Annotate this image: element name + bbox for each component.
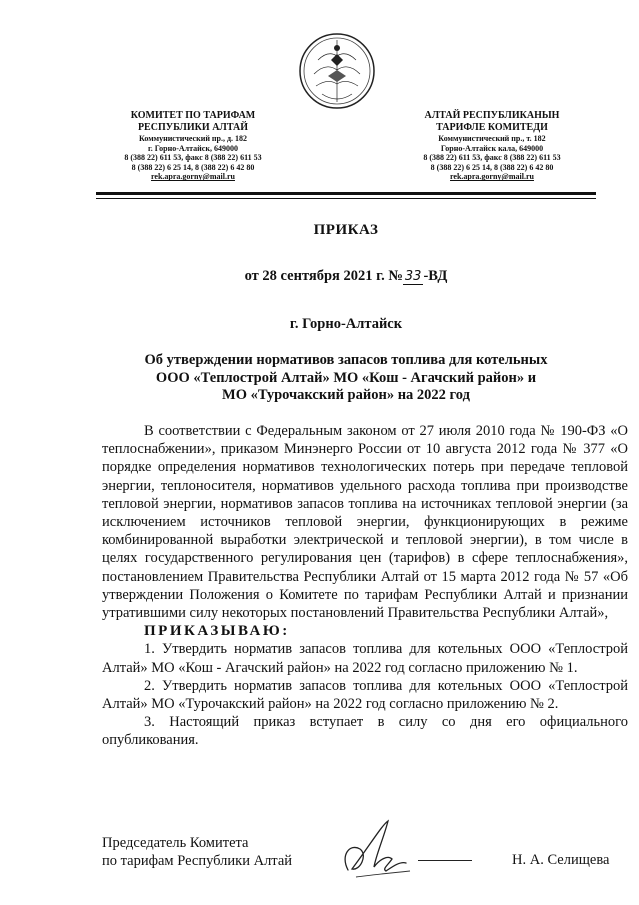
order-heading: ПРИКАЗЫВАЮ: bbox=[144, 623, 290, 640]
signatory-name: Н. А. Селищева bbox=[512, 852, 610, 868]
phone-line1: 8 (388 22) 611 53, факс 8 (388 22) 611 53 bbox=[423, 153, 561, 163]
address-line2: г. Горно-Алтайск, 649000 bbox=[148, 143, 238, 153]
org-name-line1: АЛТАЙ РЕСПУБЛИКАНЫН bbox=[424, 110, 560, 121]
preamble-paragraph: В соответствии с Федеральным законом от 27 июля 2010 года № 190-ФЗ «О теплоснабжении», приказом Минэнерго России от 10 августа 2012 года № 377 «О порядке определения нормативов технологических потерь при передаче тепловой энергии, теплоносителя, нормативов удельного расхода топлива при производстве тепловой энергии, нормативов запасов топлива на источниках тепловой энергии (за исключением источников тепловой энергии, функционирующих в режиме комбинированной выработки электрической и тепловой энергии), в том числе в целях государственного регулирования цен (тарифов) в сфере теплоснабжения», постановлением Правительства Республики Алтай от 15 марта 2012 года № 57 «Об утверждении Положения о Комитете по тарифам Республики Алтай и признании утратившими силу некоторых постановлений Правительства Республики Алтай», bbox=[102, 423, 628, 622]
org-name-line1: КОМИТЕТ ПО ТАРИФАМ bbox=[130, 110, 256, 121]
header-right bbox=[367, 110, 617, 182]
handwritten-signature-icon bbox=[330, 815, 420, 885]
address-line2: Горно-Алтайск кала, 649000 bbox=[440, 143, 544, 153]
order-item-2: 2. Утвердить норматив запасов топлива для котельных ООО «Теплострой Алтай» МО «Турочакский район» на 2022 год согласно приложению № 2. bbox=[102, 677, 628, 713]
email-link[interactable]: rek.apra.gorny@mail.ru bbox=[450, 172, 534, 182]
document-title: ПРИКАЗ bbox=[313, 222, 379, 238]
document-date-number bbox=[96, 268, 596, 285]
subject-line: Об утверждении нормативов запасов топлива для котельных bbox=[144, 352, 548, 368]
header-left bbox=[68, 110, 318, 182]
org-name-line2: РЕСПУБЛИКИ АЛТАЙ bbox=[137, 122, 249, 133]
signatory-position bbox=[102, 834, 292, 870]
number-suffix: -ВД bbox=[423, 268, 448, 284]
header-divider-thin bbox=[96, 198, 596, 199]
position-line: по тарифам Республики Алтай bbox=[102, 853, 293, 869]
email-link[interactable]: rek.apra.gorny@mail.ru bbox=[151, 172, 235, 182]
header-divider-thick bbox=[96, 192, 596, 195]
subject-line: ООО «Теплострой Алтай» МО «Кош - Агачский район» и bbox=[155, 369, 537, 386]
handwritten-number: 33 bbox=[404, 269, 422, 284]
address-line1: Коммунистический пр., д. 182 bbox=[138, 134, 248, 143]
document-city: г. Горно-Алтайск bbox=[289, 316, 403, 332]
coat-of-arms-emblem-icon bbox=[298, 30, 376, 112]
document-body bbox=[102, 422, 628, 750]
address-line1: Коммунистический пр., т. 182 bbox=[438, 134, 546, 143]
org-name-line2: ТАРИФЛЕ КОМИТЕДИ bbox=[436, 122, 548, 133]
document-subject bbox=[96, 352, 596, 405]
subject-line: МО «Турочакский район» на 2022 год bbox=[222, 387, 470, 403]
signature-line bbox=[418, 860, 472, 861]
order-item-3: 3. Настоящий приказ вступает в силу со дня его официального опубликования. bbox=[102, 714, 628, 749]
position-line: Председатель Комитета bbox=[102, 835, 249, 851]
phone-line1: 8 (388 22) 611 53, факс 8 (388 22) 611 53 bbox=[124, 153, 262, 163]
phone-line2: 8 (388 22) 6 25 14, 8 (388 22) 6 42 80 bbox=[131, 162, 255, 172]
date-prefix: от 28 сентября 2021 г. № bbox=[244, 268, 403, 284]
phone-line2: 8 (388 22) 6 25 14, 8 (388 22) 6 42 80 bbox=[430, 162, 554, 172]
order-item-1: 1. Утвердить норматив запасов топлива для котельных ООО «Теплострой Алтай» МО «Кош - Агачский район» на 2022 год согласно приложению № 1. bbox=[102, 641, 628, 676]
